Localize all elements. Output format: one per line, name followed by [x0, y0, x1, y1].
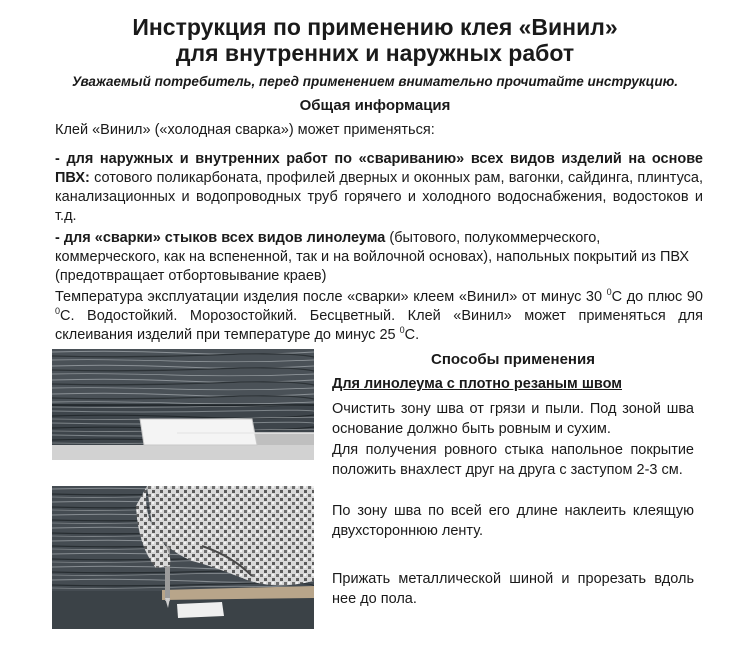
method-step-1: Очистить зону шва от грязи и пыли. Под зоной шва основание должно быть ровным и сухим. [332, 401, 694, 437]
method-step-3: По зону шва по всей его длине наклеить клеящую двухстороннюю ленту. [332, 503, 694, 539]
method-step-4: Прижать металлической шиной и прорезать вдоль нее до пола. [332, 571, 694, 607]
general-intro: Клей «Винил» («холодная сварка») может применяться: [55, 122, 435, 138]
usage-item-pvc [55, 150, 703, 226]
temp-text-2: С до плюс 90 [611, 289, 703, 305]
document-title [0, 14, 750, 66]
temp-text-4: С. [404, 327, 420, 343]
usage-item-pvc-text: сотового поликарбоната, профилей дверных и оконных рам, вагонки, сайдинга, плинтуса, канализационных и водопроводных труб горячего и холодного водоснабжения, водостоков и т.д. [55, 170, 703, 224]
usage-item-linoleum-bold: - для «сварки» стыков всех видов линолеума [55, 230, 386, 246]
linoleum-overlap-illustration [52, 349, 314, 460]
linoleum-cutting-photo [52, 486, 314, 629]
temp-text-3: С. Водостойкий. Морозостойкий. Бесцветный. Клей «Винил» может применяться для склеивания изделий при температуре до минус 25 [55, 308, 703, 343]
degree-mark: 0 [606, 287, 612, 298]
subtitle-notice: Уважаемый потребитель, перед применением внимательно прочитайте инструкцию. [71, 74, 679, 89]
degree-mark: 0 [55, 306, 61, 317]
title-line-2: для внутренних и наружных работ [175, 40, 575, 66]
usage-item-linoleum [55, 229, 703, 286]
temperature-paragraph [55, 288, 703, 345]
linoleum-overlap-photo [52, 349, 314, 460]
methods-heading: Способы применения [431, 351, 595, 368]
degree-mark: 0 [399, 325, 405, 336]
usage-item-linoleum-text: (бытового, полукоммерческого, коммерческого, как на вспененной, так и на войлочной основах), напольных покрытий из ПВХ (предотвращает отбортовывание краев) [55, 230, 690, 284]
temp-text-1: Температура эксплуатации изделия после «сварки» клеем «Винил» от минус 30 [55, 289, 607, 305]
methods-subheading: Для линолеума с плотно резаным швом [332, 376, 623, 392]
general-heading: Общая информация [299, 97, 451, 114]
method-step-2: Для получения ровного стыка напольное покрытие положить внахлест друг на друга с заступом 2-3 см. [332, 442, 694, 478]
title-line-1: Инструкция по применению клея «Винил» [132, 14, 618, 40]
linoleum-cutting-illustration [52, 486, 314, 629]
usage-item-pvc-bold: - для наружных и внутренних работ по «свариванию» всех видов изделий на основе ПВХ: [55, 151, 703, 186]
